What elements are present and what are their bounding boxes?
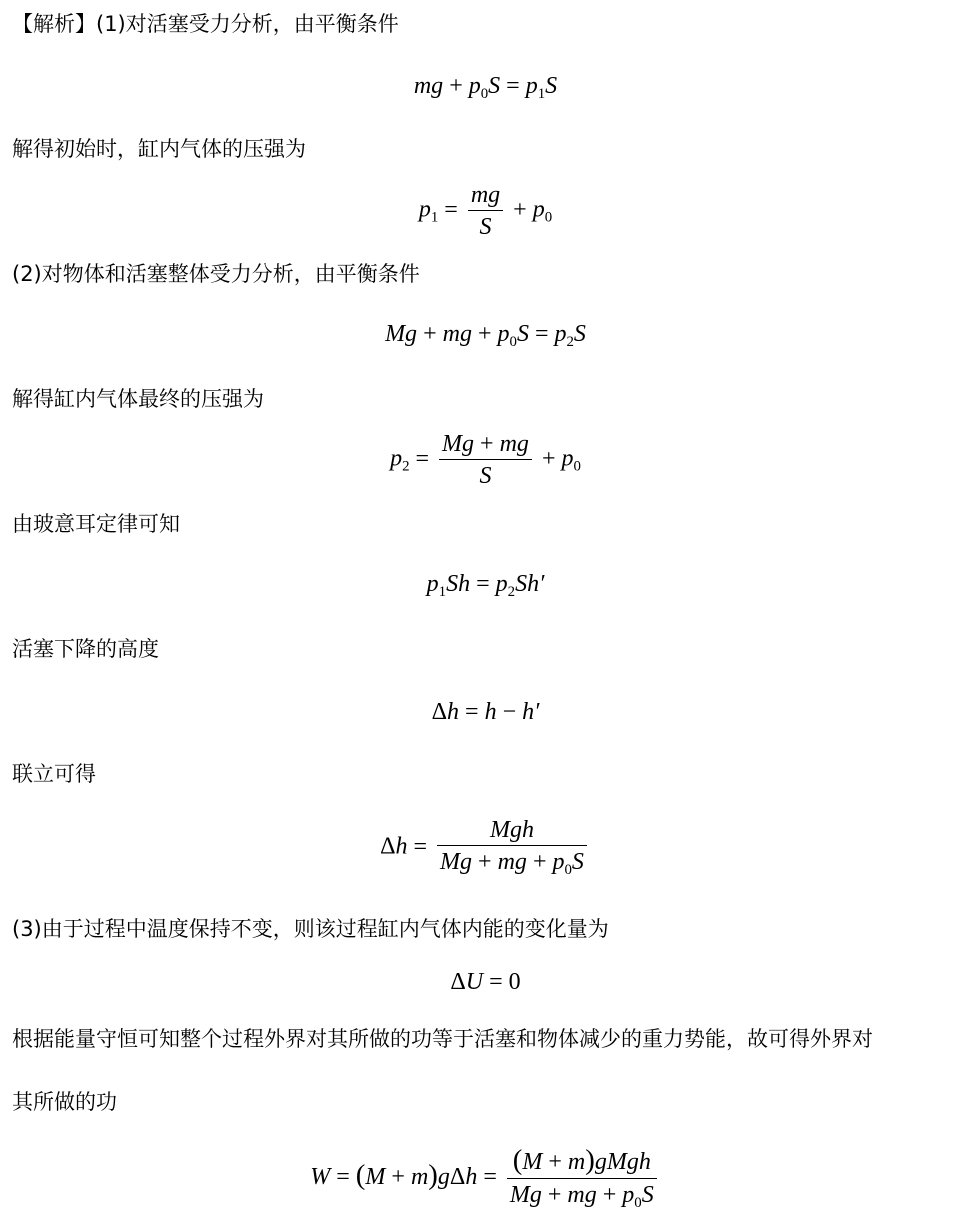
paragraph-5: 由玻意耳定律可知 xyxy=(12,512,180,536)
paragraph-4: 解得缸内气体最终的压强为 xyxy=(12,387,264,411)
equation-8: ΔU = 0 xyxy=(450,969,521,995)
paragraph-1: 【解析】(1)对活塞受力分析，由平衡条件 xyxy=(12,12,399,36)
equation-1: mg + $p_0S = p_1S$ xyxy=(413,73,558,103)
paragraph-7: 联立可得 xyxy=(12,762,96,786)
equation-7: Δh = $\frac{\text{Mgh}}{Mg + mg + p_0S}$ xyxy=(0,818,971,878)
paragraph-9: 根据能量守恒可知整个过程外界对其所做的功等于活塞和物体减少的重力势能，故可得外界对 xyxy=(12,1027,873,1051)
paragraph-6: 活塞下降的高度 xyxy=(12,637,159,661)
paragraph-8: (3)由于过程中温度保持不变，则该过程缸内气体内能的变化量为 xyxy=(12,917,609,941)
equation-6: Δh = h − h′ xyxy=(431,699,540,725)
paragraph-10: 其所做的功 xyxy=(12,1090,117,1114)
equation-2: $p_1$ = $\frac{mg}{S}$ + $p_0$ xyxy=(418,182,553,240)
equation-9: W = (M + m)gΔh = $\frac{\text{(M + m)gMgh}}{Mg + mg + p_0S}$ xyxy=(0,1146,971,1211)
paragraph-3: (2)对物体和活塞整体受力分析，由平衡条件 xyxy=(12,262,420,286)
equation-3: Mg + mg + $p_0S = p_2S$ xyxy=(385,321,586,351)
paragraph-2: 解得初始时，缸内气体的压强为 xyxy=(12,137,306,161)
equation-5: $p_1Sh = p_2Sh'$ xyxy=(426,571,545,601)
equation-4: $p_2$ = $\frac{Mg + mg}{S}$ + $p_0$ xyxy=(390,431,581,489)
